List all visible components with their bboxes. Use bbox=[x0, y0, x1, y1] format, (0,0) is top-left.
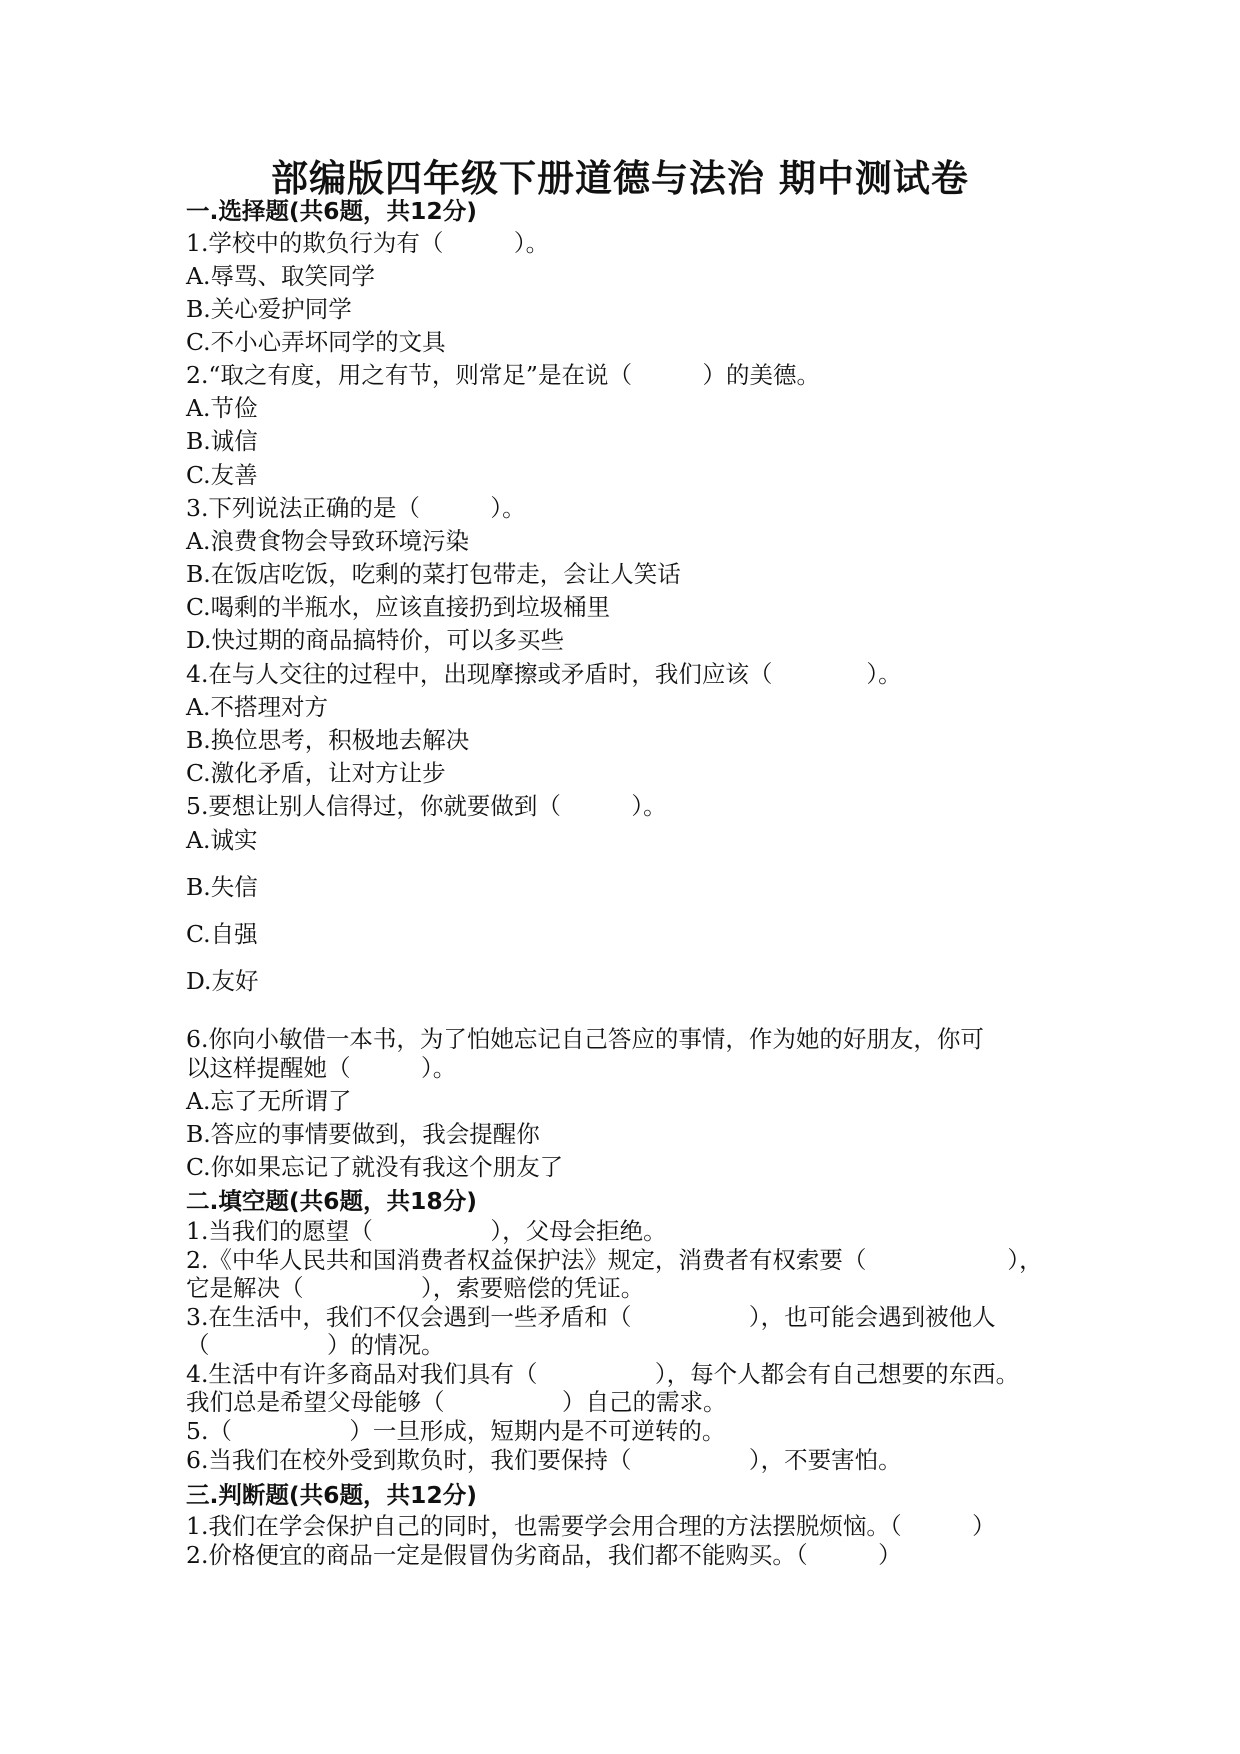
section-heading-fill: 二.填空题(共6题，共18分) bbox=[186, 1187, 477, 1215]
judge-question: 1.我们在学会保护自己的同时，也需要学会用合理的方法摆脱烦恼。（ ） bbox=[186, 1512, 996, 1540]
exam-title: 部编版四年级下册道德与法治 期中测试卷 bbox=[271, 157, 969, 200]
question-stem: 4.在与人交往的过程中，出现摩擦或矛盾时，我们应该（ ）。 bbox=[186, 660, 902, 688]
question-stem: 1.学校中的欺负行为有（ ）。 bbox=[186, 229, 550, 257]
option: B.换位思考，积极地去解决 bbox=[186, 726, 470, 754]
option: C.不小心弄坏同学的文具 bbox=[186, 328, 446, 356]
option: C.激化矛盾，让对方让步 bbox=[186, 759, 446, 787]
option: C.喝剩的半瓶水，应该直接扔到垃圾桶里 bbox=[186, 593, 611, 621]
fill-question: 4.生活中有许多商品对我们具有（ ），每个人都会有自己想要的东西。 bbox=[186, 1360, 1020, 1388]
option: A.诚实 bbox=[186, 826, 258, 854]
fill-question-continued: 它是解决（ ），索要赔偿的凭证。 bbox=[186, 1274, 645, 1302]
option: C.你如果忘记了就没有我这个朋友了 bbox=[186, 1153, 564, 1181]
option: D.快过期的商品搞特价，可以多买些 bbox=[186, 626, 564, 654]
section-heading-judge: 三.判断题(共6题，共12分) bbox=[186, 1481, 477, 1509]
option: A.节俭 bbox=[186, 394, 258, 422]
option: B.关心爱护同学 bbox=[186, 295, 352, 323]
fill-question-continued: （ ）的情况。 bbox=[186, 1331, 445, 1359]
option: A.不搭理对方 bbox=[186, 693, 328, 721]
fill-question: 1.当我们的愿望（ ），父母会拒绝。 bbox=[186, 1217, 667, 1245]
fill-question: 5.（ ）一旦形成，短期内是不可逆转的。 bbox=[186, 1417, 726, 1445]
question-stem: 2.“取之有度，用之有节，则常足”是在说（ ）的美德。 bbox=[186, 361, 820, 389]
option: B.在饭店吃饭，吃剩的菜打包带走，会让人笑话 bbox=[186, 560, 681, 588]
option: A.辱骂、取笑同学 bbox=[186, 262, 375, 290]
option: B.诚信 bbox=[186, 427, 258, 455]
section-heading-choice: 一.选择题(共6题，共12分) bbox=[186, 197, 477, 225]
option: C.友善 bbox=[186, 461, 258, 489]
fill-question: 2.《中华人民共和国消费者权益保护法》规定，消费者有权索要（ ）， bbox=[186, 1246, 1043, 1274]
fill-question: 6.当我们在校外受到欺负时，我们要保持（ ），不要害怕。 bbox=[186, 1446, 902, 1474]
fill-question: 3.在生活中，我们不仅会遇到一些矛盾和（ ），也可能会遇到被他人 bbox=[186, 1303, 996, 1331]
judge-question: 2.价格便宜的商品一定是假冒伪劣商品，我们都不能购买。（ ） bbox=[186, 1541, 902, 1569]
option: B.答应的事情要做到，我会提醒你 bbox=[186, 1120, 540, 1148]
question-stem-continued: 以这样提醒她（ ）。 bbox=[186, 1054, 457, 1082]
option: D.友好 bbox=[186, 967, 259, 995]
option: C.自强 bbox=[186, 920, 258, 948]
option: A.浪费食物会导致环境污染 bbox=[186, 527, 469, 555]
fill-question-continued: 我们总是希望父母能够（ ）自己的需求。 bbox=[186, 1388, 727, 1416]
question-stem: 5.要想让别人信得过，你就要做到（ ）。 bbox=[186, 792, 667, 820]
question-stem: 3.下列说法正确的是（ ）。 bbox=[186, 494, 526, 522]
question-stem: 6.你向小敏借一本书，为了怕她忘记自己答应的事情，作为她的好朋友，你可 bbox=[186, 1025, 984, 1053]
option: B.失信 bbox=[186, 873, 258, 901]
option: A.忘了无所谓了 bbox=[186, 1087, 352, 1115]
